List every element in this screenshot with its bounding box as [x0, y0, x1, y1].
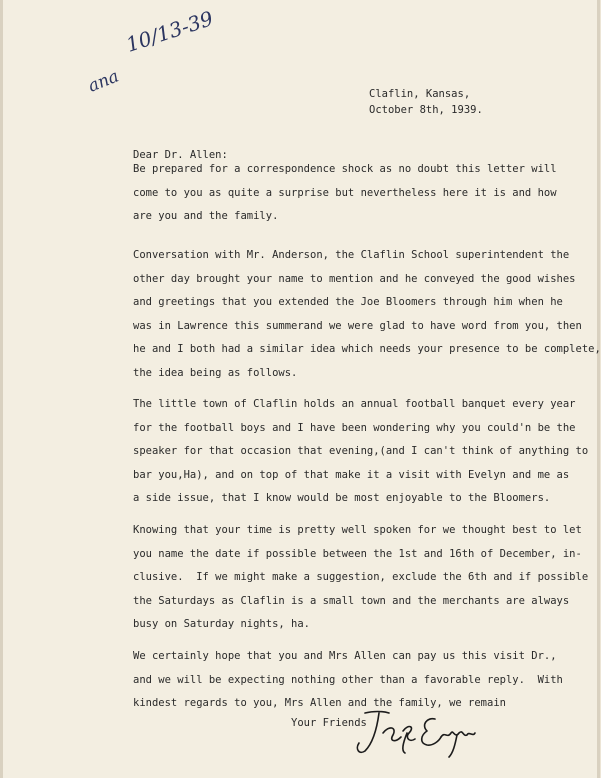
text-line: and we will be expecting nothing other than a favorable reply. With [133, 673, 563, 686]
text-line: other day brought your name to mention and he conveyed the good wishes [133, 272, 576, 285]
text-line: Conversation with Mr. Anderson, the Claflin School superintendent the [133, 249, 570, 261]
text-line: a side issue, that I know would be most enjoyable to the Bloomers. [133, 492, 551, 504]
closing: Your Friends [291, 717, 367, 729]
text-line: he and I both had a similar idea which needs your presence to be complete, [133, 343, 601, 355]
city-line: Claflin, Kansas, [369, 88, 471, 100]
text-line: speaker for that occasion that evening,(and I can't think of anything to [133, 445, 589, 457]
handwritten-annotation [85, 6, 216, 98]
text-line: We certainly hope that you and Mrs Allen can pay us this visit Dr., [133, 650, 557, 662]
text-line: The little town of Claflin holds an annual football banquet every year [133, 398, 576, 410]
text-line: for the football boys and I have been wondering why you could'n be the [133, 421, 576, 434]
handwritten-signature [343, 703, 483, 763]
text-line: kindest regards to you, Mrs Allen and the family, we remain [133, 697, 506, 709]
paragraph-1 [133, 158, 573, 229]
text-line: Be prepared for a correspondence shock as no doubt this letter will [133, 163, 557, 175]
text-line: Knowing that your time is pretty well spoken for we thought best to let [133, 524, 582, 536]
text-line: and greetings that you extended the Joe Bloomers through him when he [133, 296, 563, 308]
text-line: clusive. If we might make a suggestion, exclude the 6th and if possible [133, 571, 589, 583]
place-and-date [369, 86, 483, 118]
annotation-initials: ana [85, 66, 122, 97]
text-line: come to you as quite a surprise but nevertheless here it is and how [133, 186, 557, 199]
paragraph-3 [133, 393, 589, 511]
paragraph-2 [133, 244, 601, 385]
text-line: was in Lawrence this summerand we were glad to have word from you, then [133, 319, 582, 332]
date-line: October 8th, 1939. [369, 104, 483, 116]
text-line: bar you,Ha), and on top of that make it a visit with Evelyn and me as [133, 468, 570, 481]
text-line: are you and the family. [133, 210, 279, 222]
text-line: busy on Saturday nights, ha. [133, 618, 311, 630]
paragraph-4 [133, 519, 589, 637]
text-line: you name the date if possible between the 1st and 16th of December, in- [133, 547, 582, 560]
text-line: the idea being as follows. [133, 366, 298, 379]
text-line: the Saturdays as Claflin is a small town and the merchants are always [133, 594, 570, 607]
salutation: Dear Dr. Allen: [133, 149, 228, 161]
annotation-date: 10/13-39 [123, 6, 216, 57]
